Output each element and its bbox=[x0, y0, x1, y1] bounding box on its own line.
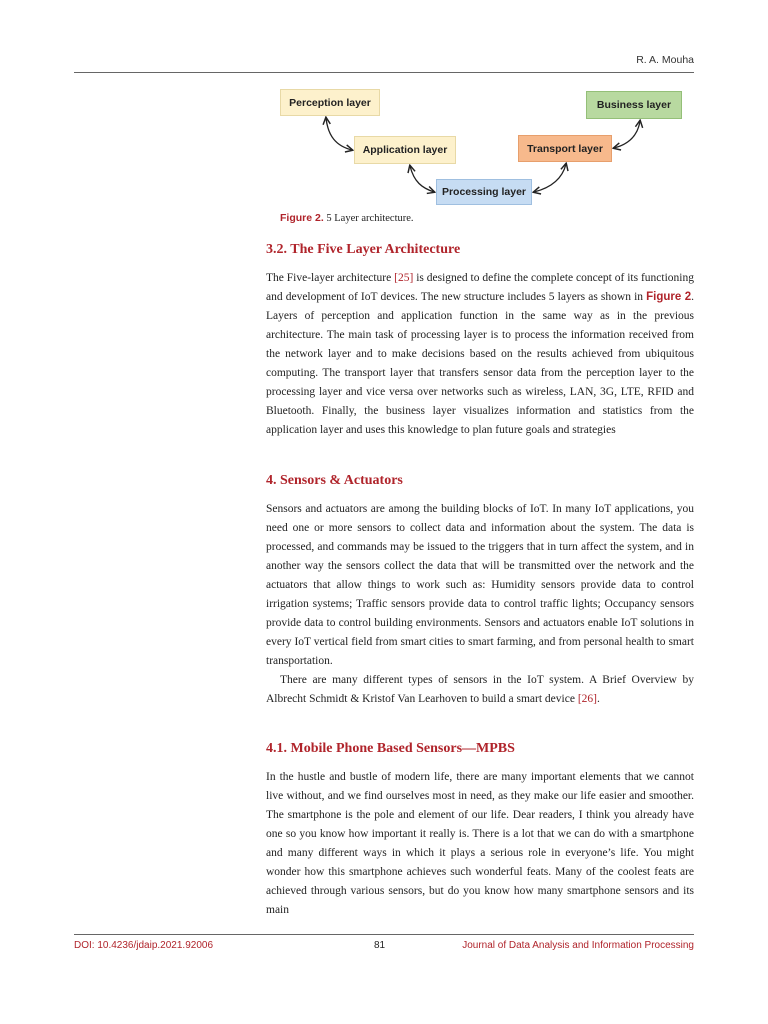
transport-layer-box: Transport layer bbox=[518, 135, 612, 162]
business-layer-box: Business layer bbox=[586, 91, 682, 119]
section-4-paragraph-1: Sensors and actuators are among the building blocks of IoT. In many IoT applications, you need one or more sensors to collect data and information about the system. The data is processed, and commands may be issued to the triggers that in turn affect the system, and in another way the sensors collect the data that will be transmitted over the network and the actuators that allow things to work such as: Humidity sensors provide data to control irrigation systems; Traffic sensors provide data to control traffic lights; Occupancy sensors provide data to control building environments. Sensors and actuators enable IoT solutions in every IoT vertical field from smart cities to smart farming, and from personal health to smart transportation. bbox=[266, 503, 694, 667]
footer-divider bbox=[74, 934, 694, 935]
footer-doi-link[interactable]: DOI: 10.4236/jdaip.2021.92006 bbox=[74, 940, 213, 951]
arrow-processing-transport bbox=[534, 164, 566, 192]
processing-layer-box: Processing layer bbox=[436, 179, 532, 205]
header-divider bbox=[74, 72, 694, 73]
section-4-1 bbox=[266, 741, 694, 757]
section-3-2 bbox=[266, 242, 694, 258]
citation-link[interactable]: [26] bbox=[577, 693, 597, 705]
running-header-author: R. A. Mouha bbox=[636, 54, 694, 66]
section-4 bbox=[266, 473, 694, 489]
footer-journal-name[interactable]: Journal of Data Analysis and Information Processing bbox=[462, 940, 694, 951]
section-4-1-heading: 4.1. Mobile Phone Based Sensors—MPBS bbox=[266, 741, 515, 756]
arrow-transport-business bbox=[614, 121, 640, 148]
arrow-application-processing bbox=[410, 166, 434, 192]
layer-architecture-figure bbox=[270, 84, 694, 210]
section-4-paragraph-2 bbox=[266, 671, 694, 709]
section-4-1-paragraph: In the hustle and bustle of modern life, there are many important elements that we cannot live without, and we find ourselves most in need, as they make our life easier and smoother. The smartphone is the pole and element of our life. Dear readers, I think you already have one so you know how important it really is. There is a lot that we can do with a smartphone and many different ways in which it plays a serious role in everyone’s life. You might wonder how this smartphone achieves such wonderful feats. Many of the coolest feats are achieved through various sensors, but do you know how many smartphone sensors and its main bbox=[266, 771, 694, 916]
application-layer-box: Application layer bbox=[354, 136, 456, 164]
figure-caption bbox=[280, 212, 414, 224]
section-4-heading: 4. Sensors & Actuators bbox=[266, 473, 403, 488]
text-run: The Five-layer architecture bbox=[266, 272, 395, 284]
text-run: . bbox=[596, 693, 600, 705]
figure-caption-text: 5 Layer architecture. bbox=[323, 213, 414, 224]
text-run: There are many different types of sensors in the IoT system. A Brief Overview by Albrecht Schmidt & Kristof Van Learhoven to build a smart device bbox=[266, 674, 694, 705]
text-run: is designed to define the complete concept of its functioning and development of IoT devices. The new structure includes 5 layers as shown in bbox=[266, 272, 694, 303]
arrow-perception-application bbox=[326, 118, 352, 150]
section-4-1-body bbox=[266, 768, 694, 920]
section-3-2-body bbox=[266, 269, 694, 440]
perception-layer-box: Perception layer bbox=[280, 89, 380, 116]
citation-link[interactable]: [25] bbox=[394, 272, 414, 284]
figure-reference-link[interactable]: Figure 2 bbox=[646, 291, 692, 303]
section-4-body bbox=[266, 500, 694, 709]
section-3-2-heading: 3.2. The Five Layer Architecture bbox=[266, 242, 461, 257]
section-3-2-paragraph bbox=[266, 269, 694, 440]
figure-caption-label: Figure 2. bbox=[280, 212, 324, 224]
text-run: . Layers of perception and application function in the same way as in the previous architecture. The main task of processing layer is to process the information received from the network layer and to make decisions based on the results achieved from ubiquitous computing. The transport layer that transfers sensor data from the perception layer to the processing layer and vice versa over networks such as wireless, LAN, 3G, LTE, RFID and Bluetooth. Finally, the business layer visualizes information and statistics from the application layer and uses this knowledge to plan future goals and strategies bbox=[266, 291, 694, 436]
page-number: 81 bbox=[374, 940, 386, 951]
